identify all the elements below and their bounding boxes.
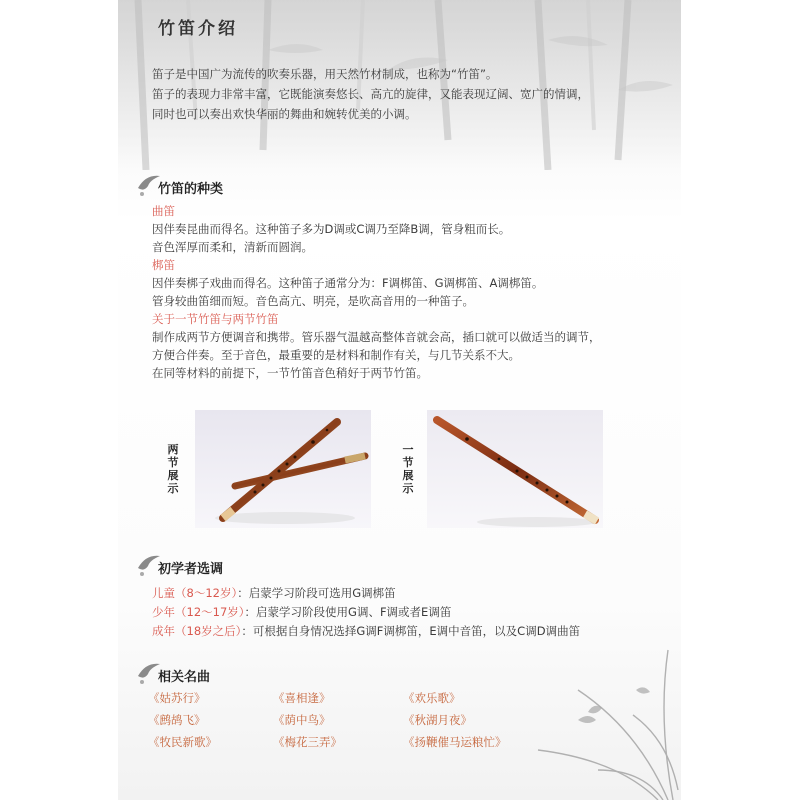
page-title: 竹笛介绍 [158,19,238,39]
recommendation: ：启蒙学习阶段可选用G调梆笛 [237,586,396,600]
age-group: 少年（12～17岁） [152,605,245,619]
song-item: 《牧民新歌》 [148,735,217,749]
type-name-jiedi: 关于一节竹笛与两节竹笛 [152,312,279,326]
type-description-line: 制作成两节方便调音和携带。管乐器气温越高整体音就会高，插口就可以做适当的调节， [152,330,601,344]
intro-line: 笛子的表现力非常丰富，它既能演奏悠长、高亢的旋律，又能表现辽阔、宽广的情调， [152,87,589,101]
flute-types-list [152,202,672,382]
recommendation: ：启蒙学习阶段使用G调、F调或者E调笛 [244,605,452,619]
recommendation: ：可根据自身情况选择G调F调梆笛，E调中音笛，以及C调D调曲笛 [241,624,581,638]
one-section-flute-photo [427,410,603,528]
intro-line: 笛子是中国广为流传的吹奏乐器，用天然竹材制成，也称为“竹笛”。 [152,67,498,81]
intro-line: 同时也可以奏出欢快华丽的舞曲和婉转优美的小调。 [152,107,417,121]
type-description-line: 音色浑厚而柔和，清新而圆润。 [152,240,313,254]
type-description-line: 管身较曲笛细而短。音色高亢、明亮，是吹高音用的一种笛子。 [152,294,474,308]
section-title: 相关名曲 [158,670,211,685]
type-name-qudi: 曲笛 [152,204,175,218]
song-item: 《鹧鸪飞》 [148,713,206,727]
type-name-bangdi: 梆笛 [152,258,175,272]
list-item [152,584,580,603]
song-item: 《秋湖月夜》 [403,713,472,727]
song-item: 《欢乐歌》 [403,691,461,705]
beginner-key-list [152,584,580,641]
song-item: 《姑苏行》 [148,691,206,705]
age-group: 成年（18岁之后） [152,624,242,638]
two-section-flute-photo [195,410,371,528]
intro-paragraph [152,64,662,124]
type-description-line: 方便合伴奏。至于音色，最重要的是材料和制作有关，与几节关系不大。 [152,348,520,362]
photo-label-two-section: 两节展示 [167,443,179,495]
photo-label-one-section: 一节展示 [402,443,414,495]
type-description-line: 在同等材料的前提下，一节竹笛音色稍好于两节竹笛。 [152,366,428,380]
age-group: 儿童（8～12岁） [152,586,238,600]
type-description-line: 因伴奏昆曲而得名。这种笛子多为D调或C调乃至降B调，管身粗而长。 [152,222,511,236]
orchid-ink-illustration [518,620,681,800]
song-item: 《扬鞭催马运粮忙》 [403,735,507,749]
document-page [118,0,681,800]
section-title: 竹笛的种类 [158,182,224,197]
section-title: 初学者选调 [158,562,224,577]
song-item: 《梅花三弄》 [273,735,342,749]
list-item [152,622,580,641]
list-item [152,603,580,622]
song-item: 《荫中鸟》 [273,713,331,727]
type-description-line: 因伴奏梆子戏曲而得名。这种笛子通常分为：F调梆笛、G调梆笛、A调梆笛。 [152,276,544,290]
song-item: 《喜相逢》 [273,691,331,705]
